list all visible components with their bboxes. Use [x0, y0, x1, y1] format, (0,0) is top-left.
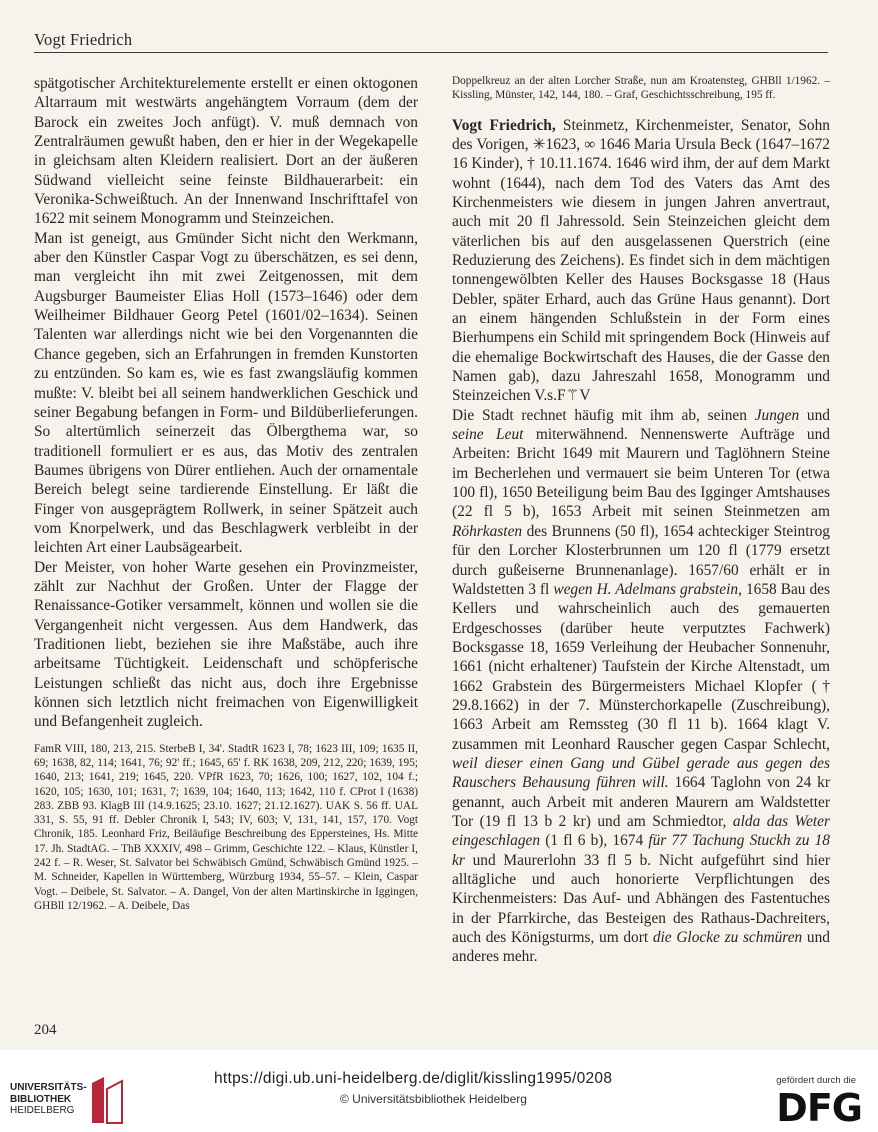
quote-run: wegen H. Adelmans grabstein: [553, 580, 739, 598]
right-column: [452, 74, 830, 967]
entry-text: Steinmetz, Kirchenmeister, Senator, Sohn des Vorigen, ✳1623, ∞ 1646 Maria Ursula Beck (1647–1672 16 Kinder), † 10.11.1674. 1646 wird ihm, der auf dem Markt wohnt (1644), nach dem Tod des Vaters das Amt des Kirchenmeisters wie diesem in jungen Jahren anvertraut, auch mit 20 fl Jahressold. Sein Steinzeichen gleicht dem väterlichen bis auf den ausgelassenen Querstrich (eine Reduzierung des Zeichens). Es findet sich in dem mächtigen tonnengewölbten Keller des Hauses Bocksgasse 18 (Haus Debler, später Erhard, auch das Grüne Haus genannt). Dort an einem hängenden Schlußstein in der Form eines Bierhumpens ein Schild mit springendem Bock (Hinweis auf die ehemalige Bockwirtschaft des Hauses, die der Gasse den Namen gab), dazu Jahreszahl 1658, Monogramm und Steinzeichen V.s.: [452, 116, 831, 405]
quote-run: für 77 Tachung Stuckh zu 18 kr: [452, 832, 830, 869]
text-run: und Maurerlohn 33 fl 5 b. Nicht aufgeführt sind hier alltägliche und auch honorierte Verpflichtungen des Kirchenmeisters: Das Auf- und Abhängen des Fastentuches in der Pfarrkirche, das Besteigen des Rathaus-Dachreiters, auch des Königsturms, um dort: [452, 851, 830, 947]
text-run: und: [799, 406, 831, 424]
logo-line: BIBLIOTHEK: [10, 1093, 72, 1105]
text-run: 1664 Taglohn von 24 kr genannt, auch Arbeit mit anderen Maurern am Waldstetter Tor (19 fl 13 b 2 kr) und am Schmiedtor,: [452, 774, 830, 830]
quote-run: alda das Weter eingeschlagen: [452, 812, 830, 850]
mason-mark: F⚚V: [557, 387, 591, 405]
quote-run: Jungen: [754, 406, 800, 424]
copyright-notice: © Universitätsbibliothek Heidelberg: [340, 1092, 527, 1106]
library-emblem-icon: [90, 1075, 124, 1125]
entry-paragraph: [452, 116, 830, 406]
permalink-url[interactable]: https://digi.ub.uni-heidelberg.de/diglit/kissling1995/0208: [214, 1070, 613, 1087]
paragraph: spätgotischer Architekturelemente erstellt er einen oktogonen Altarraum mit westwärts angehängtem Vorraum (dem der Barock ein zweites Joch anfügt). V. muß demnach von Zentralräumen gewußt haben, den er hier in der Wegekapelle in gleichsam alten Kleidern realisiert. Dort an der äußeren Südwand vielleicht seine feinste Bildhauerarbeit: ein Veronika-Schweißtuch. An der Innenwand Inschrifttafel von 1622 mit seinem Monogramm und Steinzeichen.: [34, 75, 418, 228]
paragraph: Der Meister, von hoher Warte gesehen ein Provinzmeister, zählt zur Nachhut der Großen. Unter der Flagge der Renaissance-Gotiker versammelt, können und wollen sie die Vergangenheit nicht vergessen. Aus dem Handwerk, das Traditionen liebt, beziehen sie ihre Maßstäbe, auch ihre arbeitsame Tüchtigkeit. Leidenschaft und schöpferische Leistungen schließt das nicht aus, doch ihre Ergebnisse können sich letztlich nicht freimachen von Eigenwilligkeit und Befangenheit zugleich.: [34, 558, 418, 731]
logo-line: UNIVERSITÄTS-: [10, 1082, 87, 1093]
text-run: Die Stadt rechnet häufig mit ihm ab, seinen: [452, 406, 755, 424]
quote-run: seine Leut: [452, 426, 524, 444]
running-header: Vogt Friedrich: [34, 30, 133, 49]
text-run: , 1658 Bau des Kellers und wahrscheinlich auch des gemauerten Erdgeschosses (darüber heute verputztes Fachwerk) Bocksgasse 18, 1659 Verleihung der Heubacher Sonnenuhr, 1661 (nicht erhaltener) Taufstein der Kirche Altenstadt, um 1662 Grabstein des Bürgermeisters Michael Klopfer († 29.8.1662) in der 7. Münsterchorkapelle (Zuschreibung), 1663 Arbeit am Remssteg (30 fl 11 b). 1664 klagt V. zusammen mit Leonhard Rauscher gegen Caspar Schlecht,: [452, 580, 830, 753]
page-number: 204: [34, 1022, 57, 1038]
paragraph: Man ist geneigt, aus Gmünder Sicht nicht den Werkmann, aber den Künstler Caspar Vogt zu überschätzen, es sei denn, man vergleicht ihn mit zwei Zeitgenossen, mit dem Augsburger Baumeister Elias Holl (1573–1646) oder dem Weilheimer Bildhauer Georg Petel (1601/02–1634). Seinen Talenten war allerdings nicht wie bei den Vorgenannten die Chance gegeben, sich an Erfahrungen in fremden Kunstorten zu entzünden. So kam es, wie es fast zwangsläufig kommen mußte: V. bleibt bei all seinem handwerklichen Geschick und seiner Begabung befangen in Form- und Bildüberlieferungen. So altertümlich seinerzeit das Ölbergthema war, so traditionell formuliert er es aus, das Motiv des zentralen Baumes übrigens von Dürer entliehen. Auch der ornamentale Bereich belegt seine tardierende Einstellung. Er läßt die Finger von ausgeprägtem Rollwerk, in seiner Spätzeit auch vom Knorpelwerk, und das Beschlagwerk verbleibt in der leichten Art einer Laubsägearbeit.: [34, 229, 418, 557]
quote-run: weil dieser einen Gang und Gübel gerade aus gegen des Rauschers Behausung führen will.: [452, 754, 830, 792]
entry-heading: Vogt Friedrich,: [452, 116, 556, 134]
footnote-continuation: Doppelkreuz an der alten Lorcher Straße, nun am Kroatensteg, GHBll 1/1962. – Kissling, Münster, 142, 144, 180. – Graf, Geschichtsschreibung, 195 ff.: [452, 75, 830, 102]
logo-line: HEIDELBERG: [10, 1105, 75, 1116]
quote-run: Röhrkasten: [452, 522, 523, 540]
footnote-references: FamR VIII, 180, 213, 215. SterbeB I, 34'. StadtR 1623 I, 78; 1623 III, 109; 1635 II, 69; 1638, 82, 114; 1641, 76; 92' ff.; 1645, 65' f. RK 1638, 209, 212, 220; 1639, 195; 1640, 213; 1641, 219; 1645, 220. VPfR 1623, 70; 1626, 100; 1627, 102, 104 f.; 1620, 105; 1630, 101; 1631, 7; 1639, 104; 1640, 113; 1642, 110 f. CProt I (1638) 283. ZBB 93. KlagB III (14.9.1625; 23.10. 1627; 21.12.1627). UAK S. 56 ff. UAL 331, S. 55, 91 ff. Debler Chronik I, 543; IV, 603; V, 131, 141, 157, 170. Vogt Chronik, 185. Leonhard Friz, Beiläufige Beschreibung des Eppersteines, Hs. Mitte 17. Jh. StadtAG. – ThB XXXIV, 498 – Grimm, Geschichte 122. – Klaus, Künstler I, 242 f. – R. Weser, St. Salvator bei Schwäbisch Gmünd, Schwäbisch Gmünd 1925. – M. Schneider, Kapellen in Württemberg, Würzburg 1934, 55–57. – Klein, Caspar Vogt. – Deibele, St. Salvator. – A. Dangel, Von der alten Martinskirche in Iggingen, GHBll 12/1962. – A. Deibele, Das: [34, 742, 418, 912]
text-run: des Brunnens (50 fl), 1654 achteckiger Steintrog für den Lorcher Klosterbrunnen um 120 fl (1779 ersetzt durch gußeiserne Brunnenanlage). 1657/60 erhält er in Waldstetten 3 fl: [452, 522, 830, 598]
text-run: miterwähnend. Nennenswerte Aufträge und Arbeiten: Bricht 1649 mit Maurern und Taglöhnern Steine im Becherlehen und vermauert sie beim Unteren Tor (etwa 100 fl), 1650 Beteiligung beim Bau des Igginger Amtshauses (22 fl 5 b), 1653 Arbeit mit seinen Steinmetzen am: [452, 426, 830, 521]
viewer-footer: [0, 1050, 878, 1132]
quote-run: die Glocke zu schmüren: [652, 929, 803, 947]
header-rule: [34, 52, 828, 53]
text-run: und anderes mehr.: [452, 929, 830, 966]
paragraph: [452, 406, 830, 967]
dfg-logo[interactable]: DFG: [776, 1086, 862, 1130]
funder-label: gefördert durch die: [776, 1075, 856, 1086]
library-logo[interactable]: [10, 1082, 87, 1117]
text-run: (1 fl 6 b), 1674: [540, 832, 649, 850]
left-column: [34, 74, 418, 913]
